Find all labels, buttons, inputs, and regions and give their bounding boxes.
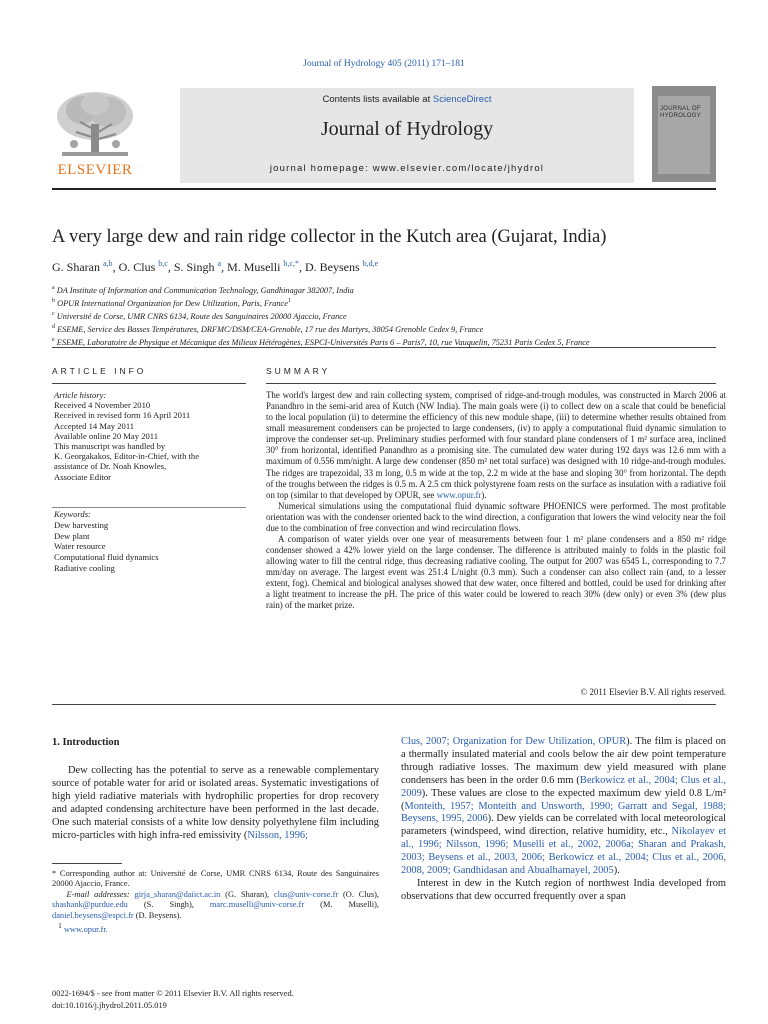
keyword: Computational fluid dynamics — [54, 552, 159, 563]
sciencedirect-link[interactable]: ScienceDirect — [432, 94, 492, 105]
opur-footnote-link[interactable]: www.opur.fr. — [63, 924, 108, 934]
article-info-heading: ARTICLE INFO — [52, 366, 147, 376]
author-name: G. Sharan — [52, 260, 100, 274]
contents-line: Contents lists available at ScienceDirect — [322, 94, 492, 105]
footnote-rule — [52, 863, 122, 864]
divider — [266, 383, 716, 384]
reference-link[interactable]: Nikolayev et al., 1996; Nilsson, 1996; Muselli et al., 2002, 2006a; Sharan and Prakash, 2003; Beysens et al., 2003, 2006; Berkowicz et al., 2004; Clus et al., 2006, 2008, 2009; Gandhidasan and Abualhamayel, 2005 — [401, 826, 726, 877]
reference-link[interactable]: Berkowicz et al., 2004; Clus et al., 2009 — [401, 774, 726, 799]
affiliation-item: $^a$ DA Institute of Information and Communication Technology, Gandhinagar 382007, India — [52, 285, 354, 295]
issn-line: 0022-1694/$ - see front matter © 2011 Elsevier B.V. All rights reserved. — [52, 989, 294, 998]
corresponding-author-note: * Corresponding author at: Université de Corse, UMR CNRS 6134, Route des Sanguinaires 20000 Ajaccio, France. — [52, 869, 379, 889]
divider — [52, 383, 246, 384]
history-line: K. Georgakakos, Editor-in-Chief, with the — [54, 451, 200, 462]
body-paragraph: Clus, 2007; Organization for Dew Utilization, OPUR). The film is placed on a thermally insulated material and cools below the air dew point temperature through radiative losses. The maximum dew yield measured with plane condensers has been in the order 0.6 mm (Berkowicz et al., 2004; Clus et al., 2009). These values are close to the expected maximum dew yield 0.8 L/m² (Monteith, 1957; Monteith and Unsworth, 1990; Garratt and Segal, 1988; Beysens, 1995, 2006). Dew yields can be correlated with local meteorological parameters (windspeed, wind direction, relative humidity, etc., Nikolayev et al., 1996; Nilsson, 1996; Muselli et al., 2002, 2006a; Sharan and Prakash, 2003; Beysens et al., 2003, 2006; Berkowicz et al., 2004; Clus et al., 2006, 2008, 2009; Gandhidasan and Abualhamayel, 2005). — [401, 736, 727, 877]
email-link[interactable]: daniel.beysens@espci.fr — [52, 910, 134, 920]
history-line: This manuscript was handled by — [54, 441, 166, 452]
affiliation-item: $^b$ OPUR International Organization for Dew Utilization, Paris, France$^1$ — [52, 297, 291, 308]
email-addresses: E-mail addresses: girja_sharan@daiict.ac.in (G. Sharan), clus@univ-corse.fr (O. Clus), shashank@purdue.edu (S. Singh), marc.muselli@univ-corse.fr (M. Muselli), daniel.beysens@espci.fr (D. Beysens). — [52, 889, 379, 920]
journal-citation[interactable]: Journal of Hydrology 405 (2011) 171–181 — [303, 59, 465, 69]
affiliation-item: $^c$ Université de Corse, UMR CNRS 6134, Route des Sanguinaires 20000 Ajaccio, France — [52, 310, 347, 321]
keyword: Dew plant — [54, 530, 90, 541]
body-paragraph: Dew collecting has the potential to serve as a renewable complementary source of potable water for arid or isolated areas. Systematic investigations of high yield radiative materials with hydrophilic properties for drop recovery and adapted condensing architecture have been performed in the last decade. One such material consists of a white low density polyethylene film including micro-particles with high infra-red emissivity (Nilsson, 1996; — [52, 765, 379, 841]
email-link[interactable]: marc.muselli@univ-corse.fr — [209, 900, 305, 910]
keyword: Water resource — [54, 541, 106, 552]
author-affiliation-mark[interactable]: b,d,e — [362, 259, 379, 268]
author-name: D. Beysens — [304, 260, 360, 274]
summary-heading: SUMMARY — [266, 366, 331, 376]
summary-paragraph: Numerical simulations using the computational fluid dynamic software PHOENICS were performed. The most profitable orientation was with the condenser oriented back to the wind direction, a configuration that lowers the wind velocity near the foil due to the combination of free convection and wind recirculation flows. — [266, 500, 726, 533]
history-line: assistance of Dr. Noah Knowles, — [54, 461, 167, 472]
footnote-1: $^1$ www.opur.fr. — [58, 922, 108, 934]
journal-cover-thumbnail — [652, 86, 716, 182]
author-name: O. Clus — [118, 260, 156, 274]
author-name: S. Singh — [173, 260, 215, 274]
elsevier-logo — [52, 86, 138, 182]
doi-line[interactable]: doi:10.1016/j.jhydrol.2011.05.019 — [52, 1001, 167, 1010]
affiliation-item: $^d$ ESEME, Service des Basses Températures, DRFMC/DSM/CEA-Grenoble, 17 rue des Martyrs, 38054 Grenoble Cedex 9, France — [52, 323, 484, 334]
reference-link[interactable]: Clus, 2007; Organization for Dew Utilization, OPUR — [401, 736, 627, 747]
header-rule — [52, 188, 716, 190]
reference-link[interactable]: Nilsson, 1996; — [247, 829, 308, 841]
footnotes — [52, 869, 379, 935]
article-history — [54, 390, 250, 482]
elsevier-tree-icon — [52, 86, 138, 162]
history-line: Associate Editor — [54, 471, 112, 482]
keyword: Radiative cooling — [54, 562, 115, 573]
divider — [52, 704, 716, 705]
cover-title: JOURNAL OF HYDROLOGY — [660, 106, 702, 119]
email-link[interactable]: clus@univ-corse.fr — [273, 889, 339, 899]
body-column-left — [52, 765, 379, 842]
journal-banner — [180, 88, 634, 183]
body-column-right — [401, 736, 726, 904]
article-title: A very large dew and rain ridge collector in the Kutch area (Gujarat, India) — [52, 227, 607, 247]
author-affiliation-mark[interactable]: a,b — [103, 259, 113, 268]
history-line: Received 4 November 2010 — [54, 400, 151, 411]
reference-link[interactable]: Monteith, 1957; Monteith and Unsworth, 1990; Garratt and Segal, 1988; Beysens, 1995, 2006 — [401, 800, 726, 825]
history-line: Received in revised form 16 April 2011 — [54, 410, 191, 421]
affiliation-item: $^e$ ESEME, Laboratoire de Physique et Mécanique des Milieux Hétérogènes, ESPCI-Universités Paris 6 – Paris7, 10, rue Vauquelin, 75231 Paris Cedex 5, France — [52, 336, 590, 347]
section-heading: 1. Introduction — [52, 737, 120, 748]
elsevier-wordmark: ELSEVIER — [57, 162, 133, 178]
summary-body — [266, 390, 726, 612]
author-affiliation-mark[interactable]: b,c,* — [283, 259, 299, 268]
imprint — [52, 988, 379, 1012]
body-paragraph: Interest in dew in the Kutch region of northwest India developed from observations that dew occurred frequently over a span — [401, 877, 726, 902]
summary-paragraph: The world's largest dew and rain collecting system, comprised of ridge-and-trough modules, was constructed in March 2006 at Panandhro in the semi-arid area of Kutch (NW India). The main goals were (i) to collect dew on a scale that could be beneficial to the local population (ii) to determine the efficiency of this new module shape, (iii) to determine whether results obtained from small measurement condensers can be projected to large condensers, (iv) to apply a computational fluid dynamic simulation to improve the condenser set-up. Preliminary studies performed with four standard plane condensers of 1 m² surface area, inclined 30° from horizontal, identified Panandhro as a promising site. The cumulated dew water during 192 days was 12.6 mm with a maximum of 0.556 mm/night. A large dew condenser (850 m² net total surface) was designed with 10 ridge-and-trough modules. The ridges are trapezoidal, 33 m long, 0.5 m wide at the top, 2.2 m wide at the base and sloping 30° from horizontal. The depth of the troughs between the ridges is 0.5 m. A 2.5 cm thick polystyrene foam rests on the surface as insulation with a radiative foil on top (similar to that developed by OPUR, see www.opur.fr). — [266, 390, 726, 500]
keywords-list — [54, 509, 250, 574]
copyright-notice: © 2011 Elsevier B.V. All rights reserved. — [580, 687, 726, 697]
keywords-heading: Keywords: — [54, 509, 91, 519]
email-link[interactable]: girja_sharan@daiict.ac.in — [134, 889, 221, 899]
divider — [52, 507, 246, 508]
email-link[interactable]: shashank@purdue.edu — [52, 900, 128, 910]
history-line: Available online 20 May 2011 — [54, 430, 159, 441]
author-name: M. Muselli — [227, 260, 281, 274]
journal-homepage[interactable]: journal homepage: www.elsevier.com/locate/jhydrol — [269, 163, 545, 174]
author-list: G. Sharan $^{a,b}$, O. Clus $^{b,c}$, S. Singh $^a$, M. Muselli $^{b,c,*}$, D. Beysens $^{b,d,e}$ — [52, 259, 379, 274]
journal-title: Journal of Hydrology — [320, 118, 494, 140]
history-line: Accepted 14 May 2011 — [54, 420, 135, 431]
divider — [52, 347, 716, 348]
article-history-heading: Article history: — [54, 390, 107, 400]
affiliation-list — [52, 283, 732, 348]
summary-paragraph: A comparison of water yields over one year of measurements between four 1 m² plane condensers and a 850 m² ridge condenser showed a 42% lower yield on the large condenser. The difference is attributed mainly to folds in the plastic foil allowing water to fill the central ridge, thus decreasing radiative cooling. The output for 2007 was 6545 L, corresponding to 7.7 mm/day on average. The largest event was 251.4 L/night (0.3 mm). Such a condenser can also collect rain (and, to a lesser extent, fog). Chemical and biological analyses showed that dew water, once filtered and bottled, could be used for drinking after a light treatment to increase the pH. The price of this water could be lowered to reach 30% (dew only) or even 3% (dew plus rain) of the market prize. — [266, 534, 726, 611]
keyword: Dew harvesting — [54, 519, 109, 530]
author-affiliation-mark[interactable]: b,c — [158, 259, 168, 268]
author-affiliation-mark[interactable]: a — [217, 259, 222, 268]
opur-link[interactable]: www.opur.fr — [436, 489, 482, 500]
